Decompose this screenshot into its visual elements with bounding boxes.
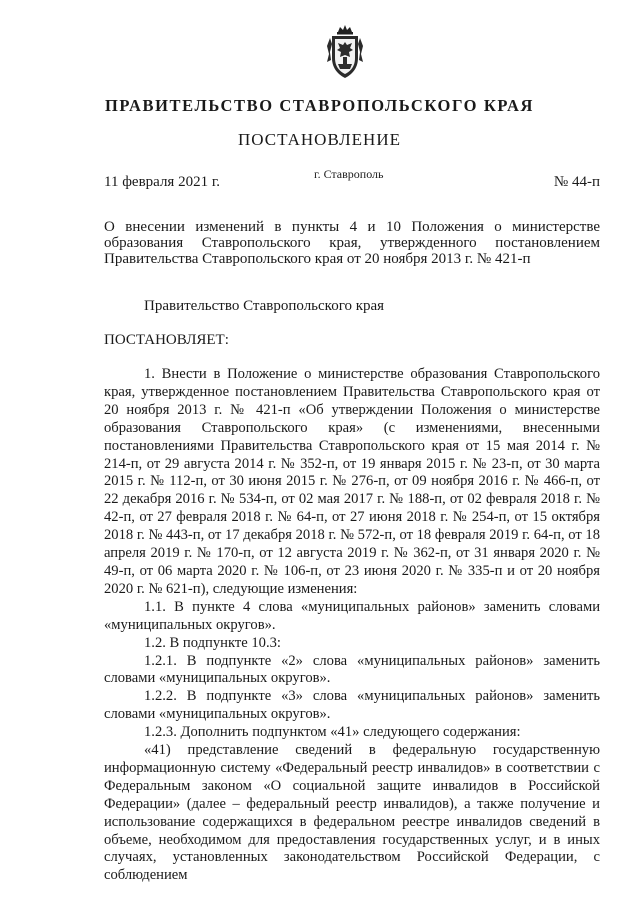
paragraph-quoted-41: «41) представление сведений в федеральную государственную информационную систему «Федеральный реестр инвалидов» в соответствии с Федеральным законом «О социальной защите инвалидов в Российской Федерации» (далее – федеральный реестр инвалидов), а также получение и использование содержащихся в федеральном реестре инвалидов сведений в объеме, необходимом для предоставления государственных услуг, и в иных случаях, установленных законодательством Российской Федерации, с соблюдением	[104, 742, 600, 884]
paragraph-1-2: 1.2. В подпункте 10.3:	[144, 634, 281, 651]
paragraph-1-1: 1.1. В пункте 4 слова «муниципальных районов» заменить словами «муниципальных округов».	[104, 598, 600, 633]
coat-of-arms-emblem	[326, 24, 364, 80]
paragraph-1-2-3: 1.2.3. Дополнить подпунктом «41» следующего содержания:	[144, 724, 521, 741]
issuing-authority: Правительство Ставропольского края	[144, 298, 385, 314]
document-city: г. Ставрополь	[314, 167, 384, 181]
government-title: ПРАВИТЕЛЬСТВО СТАВРОПОЛЬСКОГО КРАЯ	[104, 96, 535, 115]
document-type: ПОСТАНОВЛЕНИЕ	[237, 130, 401, 149]
paragraph-1-2-1: 1.2.1. В подпункте «2» слова «муниципальных районов» заменить словами «муниципальных округов».	[104, 652, 600, 687]
document-number: № 44-п	[553, 174, 600, 190]
decree-body	[104, 366, 600, 885]
paragraph-1: 1. Внести в Положение о министерстве образования Ставропольского края, утвержденное постановлением Правительства Ставропольского края от 20 ноября 2013 г. № 421-п «Об утверждении Положения о министерстве образования Ставропольского края» (с изменениями, внесенными постановлениями Правительства Ставропольского края от 15 мая 2014 г. № 214-п, от 29 августа 2014 г. № 352-п, от 19 января 2015 г. № 23-п, от 30 марта 2015 г. № 112-п, от 30 июня 2015 г. № 276-п, от 09 ноября 2016 г. № 466-п, от 22 декабря 2016 г. № 534-п, от 02 мая 2017 г. № 188-п, от 02 февраля 2018 г. № 42-п, от 27 февраля 2018 г. № 64-п, от 27 июня 2018 г. № 254-п, от 15 октября 2018 г. № 443-п, от 17 декабря 2018 г. № 572-п, от 18 февраля 2019 г. 64-п, от 18 апреля 2019 г. № 170-п, от 12 августа 2019 г. № 362-п, от 31 января 2020 г. № 49-п, от 06 марта 2020 г. № 106-п, от 23 июня 2020 г. № 335-п и от 20 ноября 2020 г. № 621-п), следующие изменения:	[104, 366, 601, 597]
document-date: 11 февраля 2021 г.	[104, 174, 221, 190]
paragraph-1-2-2: 1.2.2. В подпункте «3» слова «муниципальных районов» заменить словами «муниципальных округов».	[104, 688, 600, 723]
resolves-heading: ПОСТАНОВЛЯЕТ:	[104, 332, 229, 348]
document-subject: О внесении изменений в пункты 4 и 10 Положения о министерстве образования Ставропольского края, утвержденного постановлением Правительства Ставропольского края от 20 ноября 2013 г. № 421-п	[104, 219, 600, 267]
